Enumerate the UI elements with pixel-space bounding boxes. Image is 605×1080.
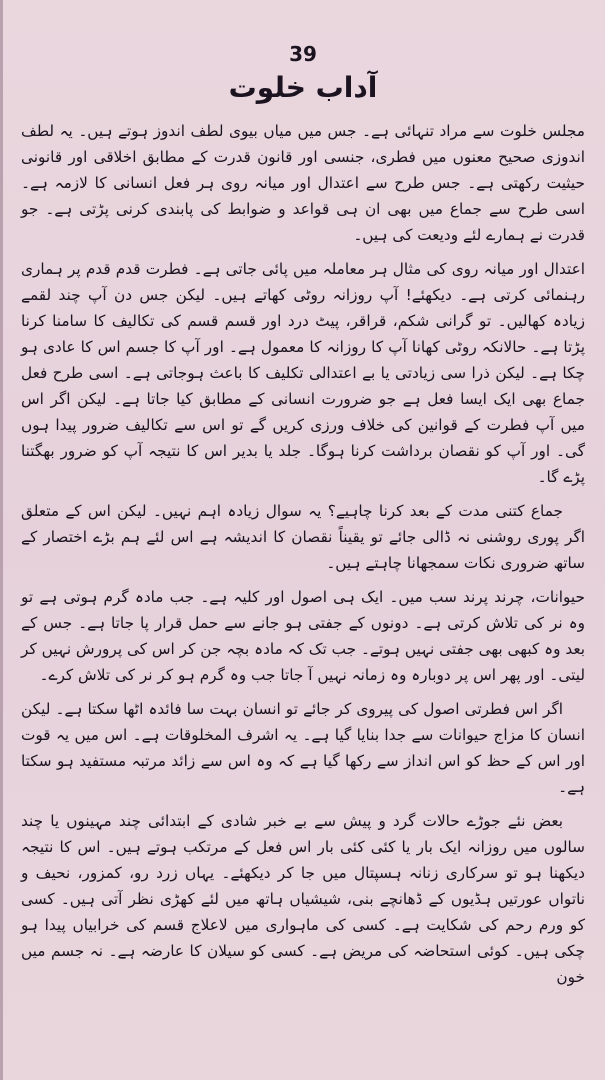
paragraph: مجلس خلوت سے مراد تنہائی ہے۔ جس میں میاں بیوی لطف اندوز ہوتے ہیں۔ یہ لطف اندوزی صحیح معنوں میں فطری، جنسی اور قانون قدرت کے مطابق اخلاقی اور قانونی حیثیت رکھتی ہے۔ جس طرح سے اعتدال اور میانہ روی ہر فعل انسانی کا لازمہ ہے۔ اسی طرح سے جماع میں بھی ان ہی قواعد و ضوابط کی پابندی کرنی پڑتی ہے۔ جو قدرت نے ہمارے لئے ودیعت کی ہیں۔: [21, 122, 585, 244]
paragraph: اعتدال اور میانہ روی کی مثال ہر معاملہ میں پائی جاتی ہے۔ فطرت قدم قدم پر ہماری رہنمائی کرتی ہے۔ دیکھئے! آپ روزانہ روٹی کھاتے ہیں۔ لیکن جس دن آپ چند لقمے زیادہ کھالیں۔ تو گرانی شکم، قراقر، پیٹ درد اور قسم قسم کی تکالیف کا سامنا کرنا پڑتا ہے۔ حالانکہ روٹی کھانا آپ کا روزانہ کا معمول ہے۔ اور آپ کا جسم اس کا عادی ہو چکا ہے۔ لیکن ذرا سی زیادتی یا بے اعتدالی تکلیف کا باعث ہوجاتی ہے۔ اسی طرح فعل جماع بھی ایک ایسا فعل ہے جو ضرورت انسانی کے مطابق کیا جاتا ہے۔ لیکن اگر اس میں آپ فطرت کے قوانین کی خلاف ورزی کریں گے تو اس سے تکالیف ضرور پیدا ہوں گی۔ اور آپ کو نقصان برداشت کرنا ہوگا۔ جلد یا بدیر اس کا نتیجہ آپ کو ضرور بھگتنا پڑے گا۔: [21, 260, 585, 486]
paragraph: اگر اس فطرتی اصول کی پیروی کر جائے تو انسان بہت سا فائدہ اٹھا سکتا ہے۔ لیکن انسان کا مزاج حیوانات سے جدا بنایا گیا ہے۔ یہ اشرف المخلوقات ہے۔ اس میں یہ قوت اور اس کے حظ کو اس انداز سے رکھا گیا ہے کہ وہ اس سے زائد مرتبہ مستفید ہو سکتا ہے۔: [21, 700, 585, 796]
paragraph: جماع کتنی مدت کے بعد کرنا چاہیے؟ یہ سوال زیادہ اہم نہیں۔ لیکن اس کے متعلق اگر پوری روشنی نہ ڈالی جائے تو یقیناً نقصان کا اندیشہ ہے اس لئے ہم بڑے اختصار کے ساتھ ضروری نکات سمجھانا چاہتے ہیں۔: [21, 502, 585, 572]
paragraph: حیوانات، چرند پرند سب میں۔ ایک ہی اصول اور کلیہ ہے۔ جب مادہ گرم ہوتی ہے تو وہ نر کی تلاش کرتی ہے۔ دونوں کے جفتی ہو جانے سے حمل قرار پا جاتا ہے۔ جس کے بعد وہ کبھی بھی جفتی نہیں ہوتے۔ جب تک کہ مادہ بچہ جن کر اس کی پرورش نہیں کر لیتی۔ اور پھر اس پر دوبارہ وہ زمانہ نہیں آ جاتا جب وہ گرم ہو کر نر کی تلاش کرے۔: [21, 588, 585, 684]
body-text: [21, 118, 585, 990]
page-number: 39: [289, 42, 317, 66]
chapter-title: آداب خلوت: [228, 71, 378, 104]
paragraph: بعض نئے جوڑے حالات گرد و پیش سے بے خبر شادی کے ابتدائی چند مہینوں یا چند سالوں میں روزانہ ایک بار یا کئی کئی بار اس فعل کے مرتکب ہوتے ہیں۔ اس کا نتیجہ دیکھنا ہو تو سرکاری زنانہ ہسپتال میں جا کر دیکھئے۔ یہاں زرد رو، کمزور، نحیف و ناتواں عورتیں ہڈیوں کے ڈھانچے بنی، شیشیاں ہاتھ میں لئے کھڑی نظر آتی ہیں۔ کسی کو ورم رحم کی شکایت ہے۔ کسی کی ماہواری میں لاعلاج قسم کی خرابیاں پیدا ہو چکی ہیں۔ کوئی استحاضہ کی مریض ہے۔ کسی کو سیلان کا عارضہ ہے۔ نہ جسم میں خون: [21, 812, 585, 986]
